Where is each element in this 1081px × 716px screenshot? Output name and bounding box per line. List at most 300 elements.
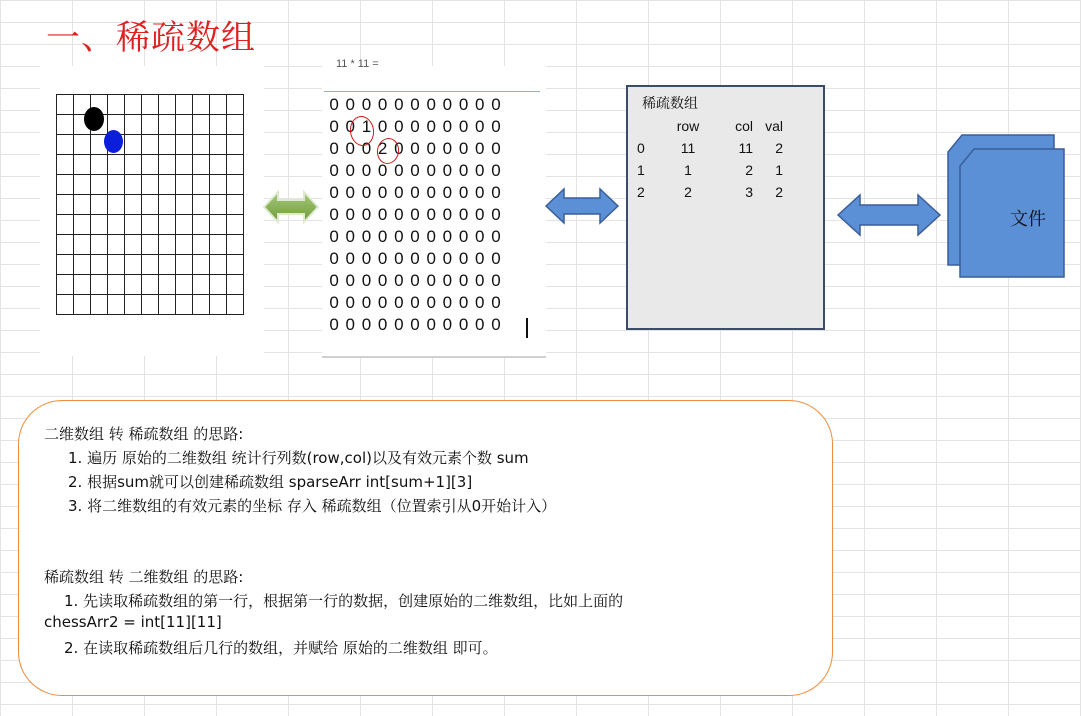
board-cell	[142, 95, 159, 115]
board-cell	[176, 255, 193, 275]
board-cell	[159, 175, 176, 195]
matrix-panel	[322, 58, 546, 356]
board-row	[57, 175, 244, 195]
file-label: 文件	[1010, 209, 1046, 230]
board-row	[57, 235, 244, 255]
board-cell	[210, 115, 227, 135]
matrix-cell: 0	[345, 315, 356, 334]
board-cell	[74, 135, 91, 155]
matrix-cell: 0	[394, 205, 404, 224]
matrix-cell: 0	[361, 293, 372, 312]
matrix-cell: 0	[410, 293, 420, 312]
board-cell	[142, 195, 159, 215]
board-cell	[91, 175, 108, 195]
board-cell	[227, 175, 244, 195]
matrix-caption: 11 * 11 =	[336, 58, 379, 70]
matrix-cell: 0	[329, 293, 339, 312]
matrix-cell: 0	[410, 249, 420, 268]
board-cell	[159, 115, 176, 135]
board-cell	[91, 255, 108, 275]
to-sparse-step: 1. 遍历 原始的二维数组 统计行列数(row,col)以及有效元素个数 sum	[68, 449, 529, 467]
matrix-cell: 0	[426, 139, 436, 158]
sparse-cell: 2	[684, 184, 692, 200]
matrix-cell: 0	[345, 139, 356, 158]
matrix-cell: 0	[491, 315, 501, 334]
board-cell	[74, 215, 91, 235]
board-row	[57, 155, 244, 175]
black-stone	[84, 107, 104, 131]
matrix-cell: 0	[361, 315, 372, 334]
board-cell	[108, 175, 125, 195]
matrix-cell: 0	[458, 205, 469, 224]
board-cell	[159, 295, 176, 315]
chessboard-panel	[40, 66, 264, 356]
sparse-cell: 11	[680, 140, 696, 156]
matrix-cell: 0	[394, 227, 404, 246]
board-cell	[74, 195, 91, 215]
matrix-cell: 0	[329, 183, 339, 202]
board-cell	[176, 235, 193, 255]
board-cell	[227, 215, 244, 235]
matrix-cell: 2	[377, 139, 388, 158]
matrix-cell: 0	[361, 249, 372, 268]
board-row	[57, 295, 244, 315]
matrix-cell: 0	[442, 315, 453, 334]
matrix-cell: 0	[394, 117, 404, 136]
sparse-header-cell: col	[735, 118, 753, 134]
board-cell	[142, 135, 159, 155]
matrix-cell: 0	[377, 271, 388, 290]
board-row	[57, 255, 244, 275]
matrix-cell: 0	[491, 293, 501, 312]
matrix-cell: 0	[329, 315, 339, 334]
matrix-cell: 0	[377, 249, 388, 268]
matrix-cell: 0	[426, 293, 436, 312]
matrix-cell: 0	[361, 227, 372, 246]
matrix-cell: 0	[442, 183, 453, 202]
board-cell	[227, 115, 244, 135]
board-cell	[193, 275, 210, 295]
board-cell	[193, 155, 210, 175]
matrix-cell: 0	[458, 161, 469, 180]
board-cell	[176, 195, 193, 215]
matrix-cell: 0	[329, 117, 339, 136]
board-cell	[125, 95, 142, 115]
matrix-cell: 0	[329, 249, 339, 268]
matrix-cell: 0	[491, 249, 501, 268]
board-cell	[210, 175, 227, 195]
matrix-cell: 1	[361, 117, 372, 136]
board-cell	[125, 235, 142, 255]
to-sparse-title: 二维数组 转 稀疏数组 的思路:	[44, 425, 244, 443]
board-cell	[57, 155, 74, 175]
matrix-cell: 0	[426, 249, 436, 268]
board-cell	[125, 275, 142, 295]
sparse-cell: 11	[738, 140, 753, 156]
matrix-cell: 0	[491, 139, 501, 158]
matrix-cell: 0	[426, 205, 436, 224]
matrix-cell: 0	[475, 249, 485, 268]
matrix-cell: 0	[475, 315, 485, 334]
matrix-row	[326, 160, 504, 182]
double-arrow-blue-icon	[544, 186, 620, 226]
board-cell	[159, 135, 176, 155]
board-cell	[193, 135, 210, 155]
matrix-cell: 0	[491, 117, 501, 136]
board-cell	[227, 135, 244, 155]
board-cell	[227, 275, 244, 295]
board-row	[57, 195, 244, 215]
matrix-cell: 0	[377, 95, 388, 114]
matrix-cell: 0	[491, 271, 501, 290]
blue-stone	[104, 130, 123, 153]
matrix-cell: 0	[475, 161, 485, 180]
board-cell	[159, 235, 176, 255]
matrix-cell: 0	[458, 95, 469, 114]
matrix-cell: 0	[426, 227, 436, 246]
sparse-cell: 2	[637, 184, 645, 200]
sparse-cell: 1	[637, 162, 645, 178]
matrix-cell: 0	[426, 95, 436, 114]
sparse-row	[637, 137, 783, 159]
board-cell	[74, 235, 91, 255]
board-row	[57, 135, 244, 155]
matrix-cell: 0	[345, 161, 356, 180]
board-cell	[57, 95, 74, 115]
matrix-cell: 0	[410, 95, 420, 114]
matrix-cell: 0	[442, 271, 453, 290]
board-cell	[227, 295, 244, 315]
matrix-cell: 0	[426, 161, 436, 180]
board-cell	[142, 295, 159, 315]
matrix-cell: 0	[491, 183, 501, 202]
matrix-cell: 0	[377, 315, 388, 334]
matrix-cell: 0	[394, 249, 404, 268]
matrix-cell: 0	[458, 139, 469, 158]
matrix-cell: 0	[410, 161, 420, 180]
file-icon	[944, 134, 1066, 280]
to-array-title: 稀疏数组 转 二维数组 的思路:	[44, 568, 244, 586]
notes-panel	[18, 400, 833, 696]
board-cell	[193, 95, 210, 115]
matrix-cell: 0	[345, 95, 356, 114]
sparse-array-title: 稀疏数组	[642, 96, 698, 112]
matrix-cell: 0	[442, 95, 453, 114]
board-cell	[91, 195, 108, 215]
matrix-cell: 0	[345, 117, 356, 136]
board-cell	[74, 175, 91, 195]
board-cell	[176, 295, 193, 315]
matrix-cell: 0	[410, 183, 420, 202]
board-cell	[227, 255, 244, 275]
matrix-cell: 0	[410, 117, 420, 136]
matrix-cell: 0	[475, 183, 485, 202]
board-cell	[125, 195, 142, 215]
matrix-cell: 0	[394, 271, 404, 290]
matrix-cell: 0	[475, 227, 485, 246]
board-cell	[159, 255, 176, 275]
board-cell	[159, 275, 176, 295]
sparse-header-cell: val	[765, 118, 783, 134]
board-cell	[57, 135, 74, 155]
board-cell	[125, 255, 142, 275]
board-cell	[193, 115, 210, 135]
board-cell	[57, 275, 74, 295]
matrix-cell: 0	[458, 117, 469, 136]
to-array-step: chessArr2 = int[11][11]	[44, 613, 222, 631]
matrix-cell: 0	[329, 161, 339, 180]
matrix-cell: 0	[394, 139, 404, 158]
matrix-cell: 0	[361, 161, 372, 180]
matrix-row	[326, 182, 504, 204]
board-cell	[108, 215, 125, 235]
matrix-cell: 0	[458, 293, 469, 312]
sparse-cell: 1	[684, 162, 692, 178]
matrix-cell: 0	[361, 205, 372, 224]
matrix-cell: 0	[410, 139, 420, 158]
matrix-cell: 0	[475, 139, 485, 158]
board-cell	[57, 175, 74, 195]
matrix-cell: 0	[458, 271, 469, 290]
matrix-cell: 0	[329, 139, 339, 158]
board-cell	[193, 175, 210, 195]
matrix-cell: 0	[458, 249, 469, 268]
sparse-cell: 2	[775, 184, 783, 200]
sparse-array-box	[626, 85, 825, 330]
matrix-cell: 0	[475, 271, 485, 290]
board-cell	[210, 155, 227, 175]
double-arrow-blue-icon	[836, 192, 942, 238]
board-cell	[210, 295, 227, 315]
matrix-row	[326, 292, 504, 314]
matrix-cell: 0	[394, 161, 404, 180]
matrix-cell: 0	[329, 271, 339, 290]
board-cell	[227, 195, 244, 215]
matrix-cell: 0	[345, 205, 356, 224]
matrix-row	[326, 248, 504, 270]
board-cell	[125, 215, 142, 235]
board-cell	[176, 175, 193, 195]
matrix-cell: 0	[442, 139, 453, 158]
board-cell	[159, 95, 176, 115]
board-cell	[210, 95, 227, 115]
matrix-cell: 0	[329, 205, 339, 224]
matrix-cell: 0	[491, 95, 501, 114]
matrix-row	[326, 314, 504, 336]
board-cell	[142, 175, 159, 195]
matrix-cell: 0	[377, 161, 388, 180]
matrix-cell: 0	[345, 249, 356, 268]
matrix-cell: 0	[394, 95, 404, 114]
to-sparse-step: 3. 将二维数组的有效元素的坐标 存入 稀疏数组（位置索引从0开始计入）	[68, 497, 557, 515]
matrix-cell: 0	[442, 117, 453, 136]
matrix-cell: 0	[426, 315, 436, 334]
matrix-cell: 0	[394, 183, 404, 202]
matrix-cell: 0	[361, 139, 372, 158]
matrix-cell: 0	[361, 95, 372, 114]
board-row	[57, 275, 244, 295]
board-cell	[193, 255, 210, 275]
board-cell	[210, 215, 227, 235]
board-cell	[142, 115, 159, 135]
matrix-cell: 0	[345, 227, 356, 246]
board-cell	[57, 255, 74, 275]
matrix-cell: 0	[475, 95, 485, 114]
board-cell	[108, 295, 125, 315]
sparse-row	[637, 159, 783, 181]
text-cursor	[526, 318, 528, 338]
matrix-cell: 0	[361, 271, 372, 290]
matrix-row	[326, 270, 504, 292]
sparse-cell: 1	[775, 162, 783, 178]
chessboard-grid	[56, 94, 244, 315]
page-title: 一、稀疏数组	[46, 18, 256, 58]
matrix-cell: 0	[377, 183, 388, 202]
board-cell	[91, 215, 108, 235]
matrix-cell: 0	[410, 205, 420, 224]
board-cell	[74, 255, 91, 275]
board-cell	[159, 155, 176, 175]
matrix-cell: 0	[458, 227, 469, 246]
matrix-cell: 0	[491, 227, 501, 246]
matrix-cell: 0	[442, 161, 453, 180]
matrix-cell: 0	[442, 293, 453, 312]
matrix-cell: 0	[394, 293, 404, 312]
board-cell	[74, 275, 91, 295]
matrix-cell: 0	[442, 227, 453, 246]
board-cell	[142, 215, 159, 235]
matrix-cell: 0	[410, 227, 420, 246]
matrix-cell: 0	[361, 183, 372, 202]
matrix-cell: 0	[475, 117, 485, 136]
board-cell	[227, 235, 244, 255]
board-cell	[176, 95, 193, 115]
matrix-cell: 0	[442, 205, 453, 224]
board-cell	[193, 215, 210, 235]
matrix-cell: 0	[377, 293, 388, 312]
board-cell	[142, 275, 159, 295]
sparse-header-row	[637, 115, 783, 137]
double-arrow-green-icon	[262, 188, 320, 226]
board-cell	[108, 195, 125, 215]
matrix-cell: 0	[426, 183, 436, 202]
matrix-cell: 0	[426, 271, 436, 290]
board-cell	[57, 295, 74, 315]
board-cell	[210, 275, 227, 295]
board-cell	[57, 115, 74, 135]
matrix-cell: 0	[410, 315, 420, 334]
board-cell	[125, 175, 142, 195]
matrix-cell: 0	[491, 161, 501, 180]
board-cell	[193, 195, 210, 215]
board-cell	[91, 155, 108, 175]
matrix-cell: 0	[345, 293, 356, 312]
matrix-cell: 0	[475, 205, 485, 224]
board-cell	[91, 275, 108, 295]
board-cell	[108, 255, 125, 275]
sparse-header-cell: row	[676, 118, 700, 134]
board-cell	[91, 295, 108, 315]
sparse-cell: 0	[637, 140, 645, 156]
sparse-cell: 2	[775, 140, 783, 156]
matrix-cell: 0	[410, 271, 420, 290]
to-sparse-step: 2. 根据sum就可以创建稀疏数组 sparseArr int[sum+1][3]	[68, 473, 473, 491]
sparse-array-table	[637, 115, 783, 203]
board-cell	[193, 295, 210, 315]
sparse-header-cell	[637, 115, 667, 137]
matrix-cell: 0	[442, 249, 453, 268]
board-cell	[108, 275, 125, 295]
matrix-cell: 0	[458, 183, 469, 202]
board-cell	[125, 155, 142, 175]
to-array-step: 1. 先读取稀疏数组的第一行，根据第一行的数据，创建原始的二维数组，比如上面的	[64, 592, 624, 610]
matrix-cell: 0	[329, 227, 339, 246]
board-cell	[142, 255, 159, 275]
matrix-top-border	[324, 91, 540, 92]
board-row	[57, 95, 244, 115]
matrix-cell: 0	[491, 205, 501, 224]
board-row	[57, 215, 244, 235]
board-cell	[176, 115, 193, 135]
matrix-cell: 0	[377, 205, 388, 224]
board-cell	[210, 255, 227, 275]
board-cell	[210, 235, 227, 255]
board-cell	[176, 275, 193, 295]
board-cell	[125, 135, 142, 155]
board-cell	[74, 155, 91, 175]
board-cell	[108, 235, 125, 255]
board-cell	[142, 235, 159, 255]
board-cell	[210, 195, 227, 215]
board-cell	[176, 215, 193, 235]
sparse-cell: 2	[745, 162, 753, 178]
matrix-cell: 0	[345, 183, 356, 202]
to-array-step: 2. 在读取稀疏数组后几行的数组，并赋给 原始的二维数组 即可。	[64, 639, 498, 657]
board-cell	[210, 135, 227, 155]
board-cell	[108, 155, 125, 175]
board-cell	[125, 115, 142, 135]
board-cell	[176, 135, 193, 155]
board-cell	[108, 95, 125, 115]
board-cell	[142, 155, 159, 175]
matrix-cell: 0	[426, 117, 436, 136]
matrix-row	[326, 94, 504, 116]
board-cell	[57, 235, 74, 255]
matrix-cell: 0	[394, 315, 404, 334]
matrix-bottom-border	[322, 356, 546, 358]
matrix-cell: 0	[458, 315, 469, 334]
sparse-cell: 3	[745, 184, 753, 200]
board-cell	[227, 155, 244, 175]
board-cell	[74, 295, 91, 315]
matrix-cell: 0	[377, 227, 388, 246]
sparse-row	[637, 181, 783, 203]
board-cell	[57, 195, 74, 215]
board-cell	[125, 295, 142, 315]
matrix-cell: 0	[345, 271, 356, 290]
matrix-row	[326, 226, 504, 248]
board-cell	[159, 195, 176, 215]
board-cell	[91, 235, 108, 255]
board-cell	[57, 215, 74, 235]
matrix-cell: 0	[475, 293, 485, 312]
matrix-row	[326, 204, 504, 226]
board-cell	[159, 215, 176, 235]
board-cell	[176, 155, 193, 175]
matrix-cell: 0	[377, 117, 388, 136]
board-cell	[227, 95, 244, 115]
matrix-cell: 0	[329, 95, 339, 114]
